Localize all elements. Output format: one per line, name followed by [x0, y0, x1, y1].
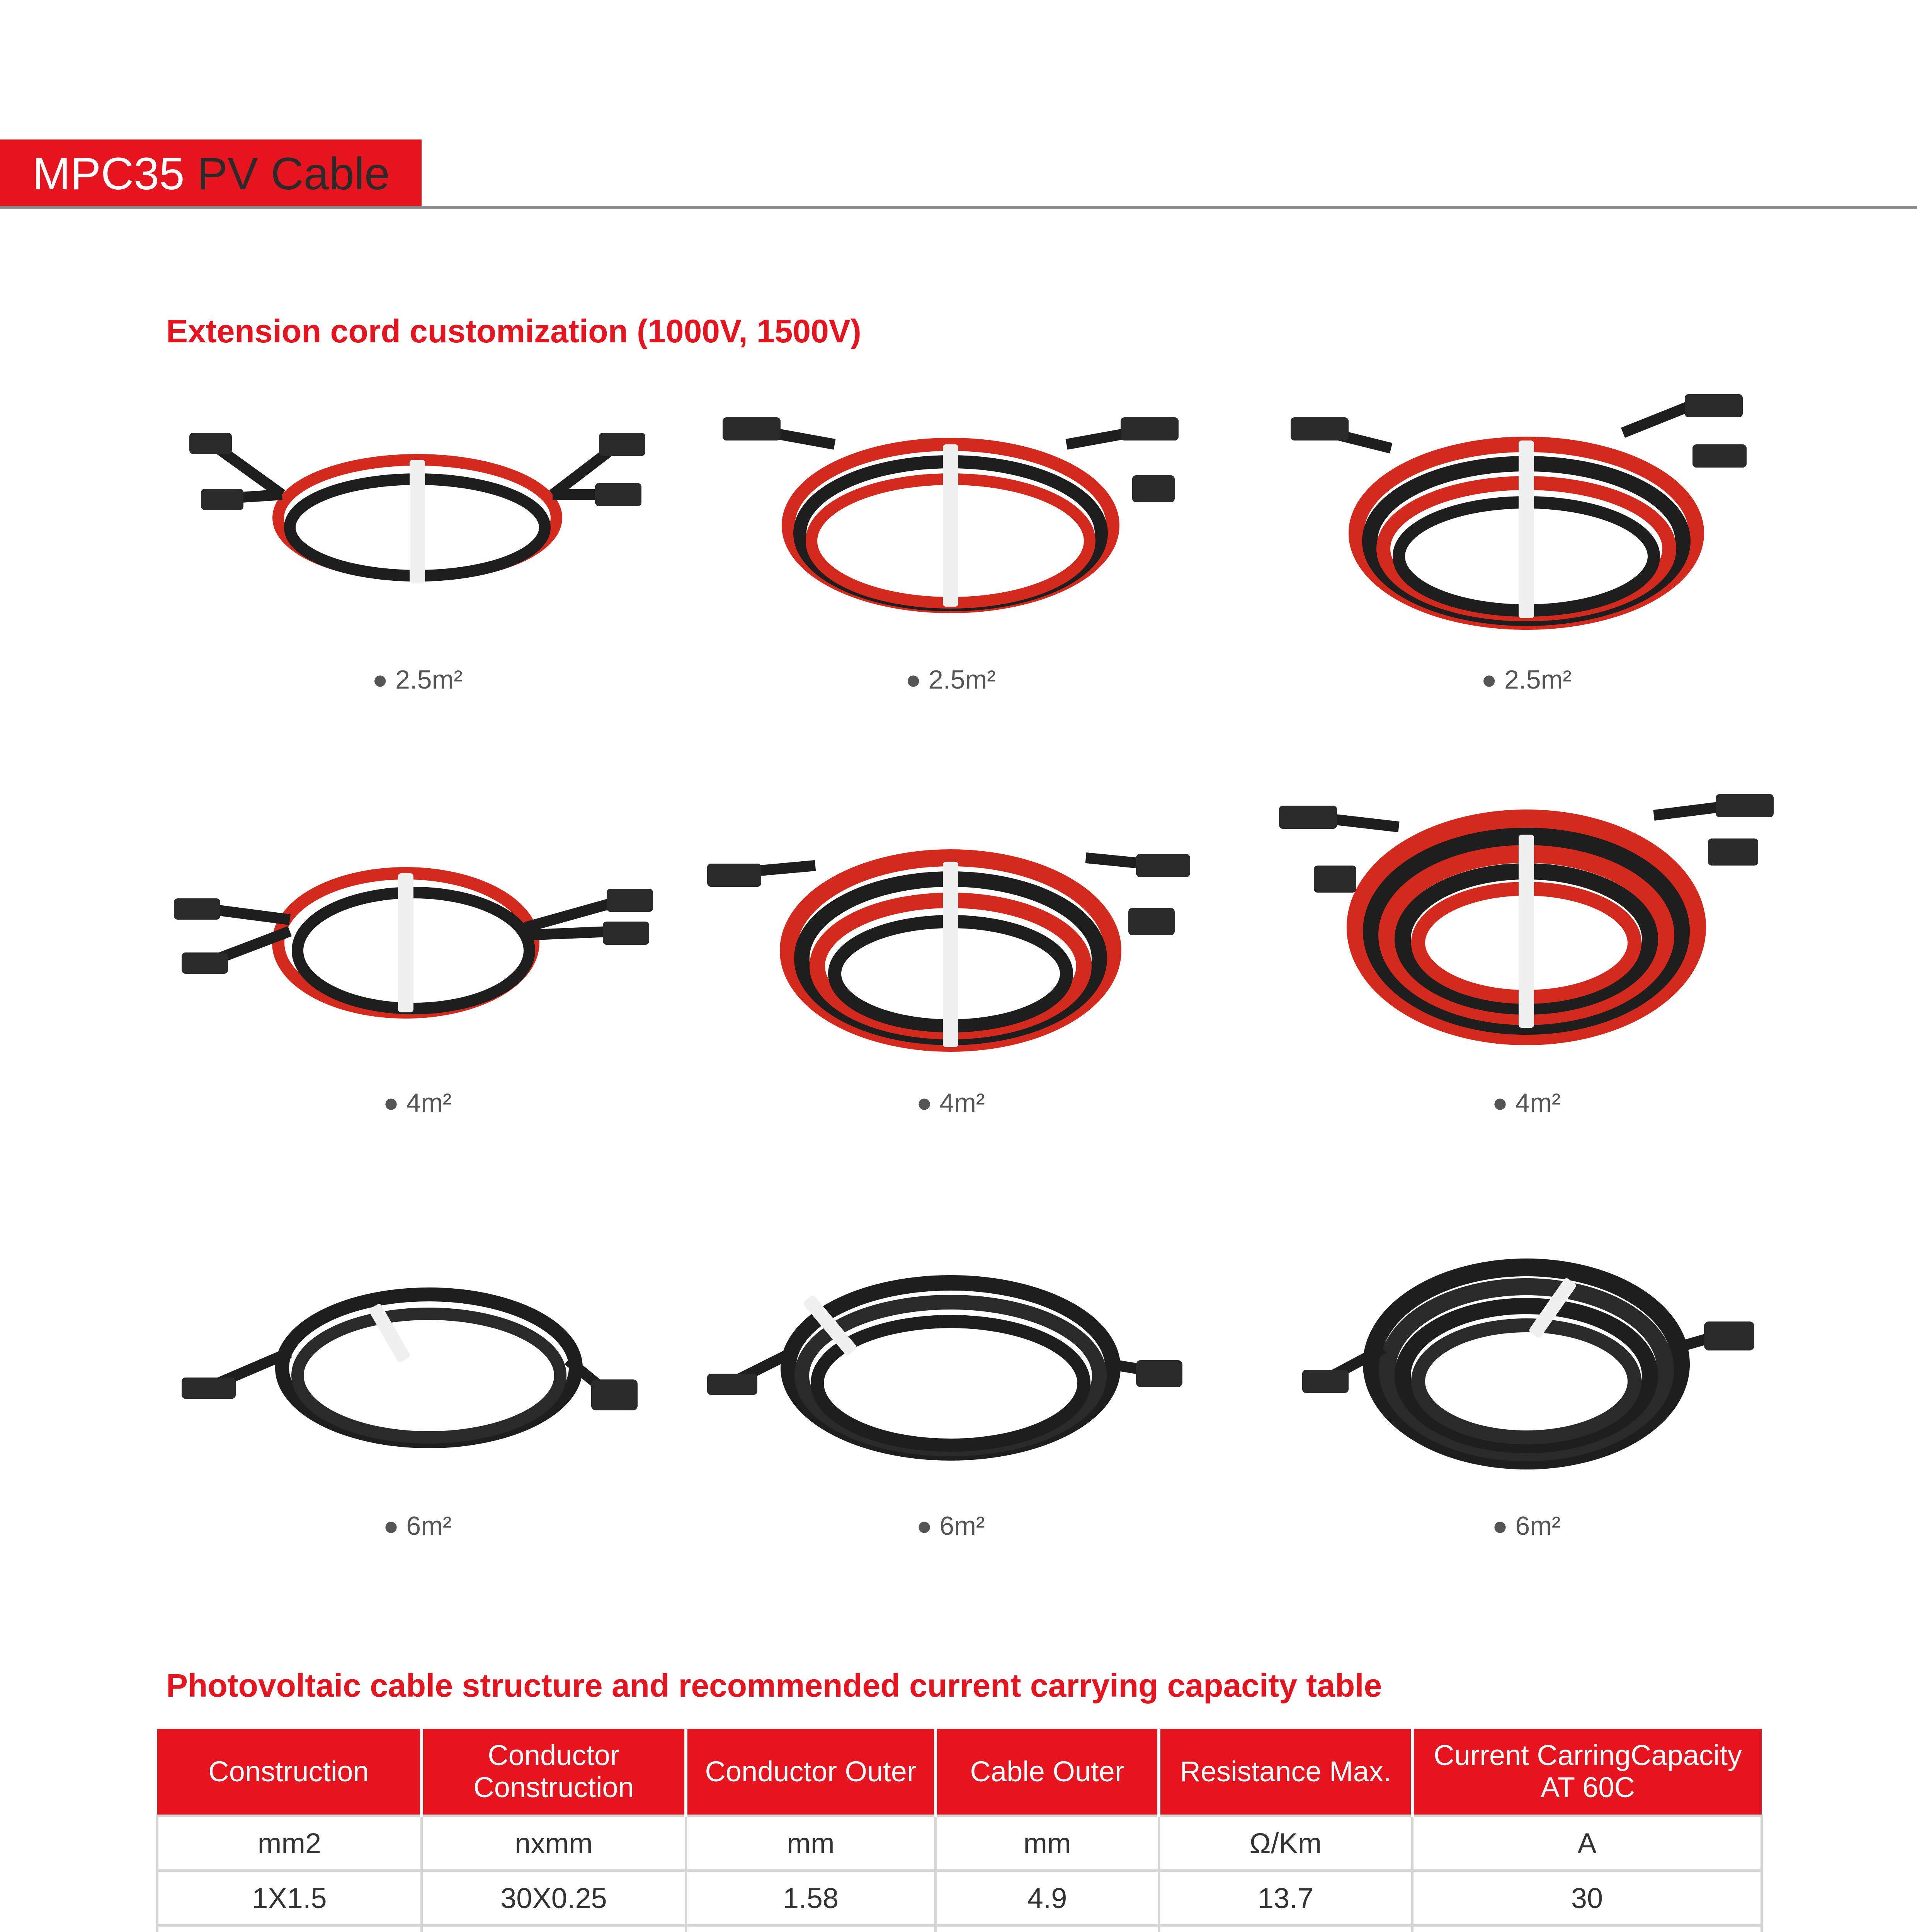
caption-2: ● 2.5m² — [905, 665, 996, 694]
cable-black-single — [166, 1225, 668, 1503]
caption-8: ● 6m² — [916, 1511, 985, 1541]
table-cell: 13.7 — [1159, 1871, 1412, 1925]
table-header-row — [157, 1729, 1762, 1816]
cable-image-6 — [1275, 773, 1778, 1051]
unit-cell: nxmm — [422, 1816, 686, 1871]
table-cell — [936, 1925, 1159, 1932]
section-title-table: Photovoltaic cable structure and recommended current carrying capacity table — [166, 1667, 1382, 1704]
table-cell: 1X1.5 — [157, 1871, 422, 1925]
title-part-2: PV Cable — [184, 148, 390, 199]
table-cell: 30 — [1412, 1871, 1762, 1925]
cable-image-4 — [166, 804, 668, 1082]
cable-coil-red-black-large-4 — [1275, 773, 1778, 1051]
caption-6: ● 4m² — [1492, 1088, 1561, 1117]
unit-cell: A — [1412, 1816, 1762, 1871]
header-conductor-construction-text: Conductor Construction — [473, 1739, 634, 1803]
caption-1: ● 2.5m² — [372, 665, 463, 694]
unit-cell: mm — [936, 1816, 1159, 1871]
cable-coil-red-black-large — [1275, 379, 1778, 657]
header-resistance: Resistance Max. — [1159, 1729, 1412, 1816]
header-current-capacity — [1412, 1729, 1762, 1816]
caption-5: ● 4m² — [916, 1088, 985, 1117]
table-cell — [157, 1925, 422, 1932]
unit-cell: mm2 — [157, 1816, 422, 1871]
page-title — [32, 142, 390, 206]
caption-4: ● 4m² — [383, 1088, 452, 1117]
table-cell: 1.58 — [686, 1871, 936, 1925]
caption-7: ● 6m² — [383, 1511, 452, 1541]
cable-image-2 — [699, 379, 1202, 657]
table-cell — [1159, 1925, 1412, 1932]
table-cell — [686, 1925, 936, 1932]
table-cell — [1412, 1925, 1762, 1932]
table-cell: 30X0.25 — [422, 1871, 686, 1925]
cable-image-3 — [1275, 379, 1778, 657]
header-conductor-construction — [422, 1729, 686, 1816]
unit-cell: mm — [686, 1816, 936, 1871]
table-row — [157, 1925, 1762, 1932]
header-construction: Construction — [157, 1729, 422, 1816]
header-rule — [0, 206, 1917, 209]
cable-black-single-coil — [699, 1217, 1202, 1495]
table-row — [157, 1871, 1762, 1925]
cable-image-5 — [699, 804, 1202, 1082]
caption-3: ● 2.5m² — [1481, 665, 1572, 694]
cable-y-branch-red-black-4 — [166, 804, 668, 1082]
caption-9: ● 6m² — [1492, 1511, 1561, 1541]
capacity-table — [156, 1729, 1763, 1932]
header-cable-outer: Cable Outer — [936, 1729, 1159, 1816]
header-conductor-outer: Conductor Outer — [686, 1729, 936, 1816]
cable-black-single-coil-large — [1275, 1217, 1778, 1495]
cable-coil-red-black — [699, 379, 1202, 657]
section-title-extension: Extension cord customization (1000V, 1500V) — [166, 313, 861, 349]
table-units-row — [157, 1816, 1762, 1871]
unit-cell: Ω/Km — [1159, 1816, 1412, 1871]
cable-image-9 — [1275, 1217, 1778, 1495]
cable-coil-red-black-4 — [699, 804, 1202, 1082]
title-part-1: MPC35 — [32, 148, 185, 199]
header-current-capacity-text: Current CarringCapacity AT 60C — [1434, 1739, 1742, 1803]
table-cell — [422, 1925, 686, 1932]
cable-image-8 — [699, 1217, 1202, 1495]
cable-image-1 — [166, 379, 668, 657]
cable-image-7 — [166, 1225, 668, 1503]
cable-y-branch-red-black — [166, 379, 668, 657]
table-cell: 4.9 — [936, 1871, 1159, 1925]
